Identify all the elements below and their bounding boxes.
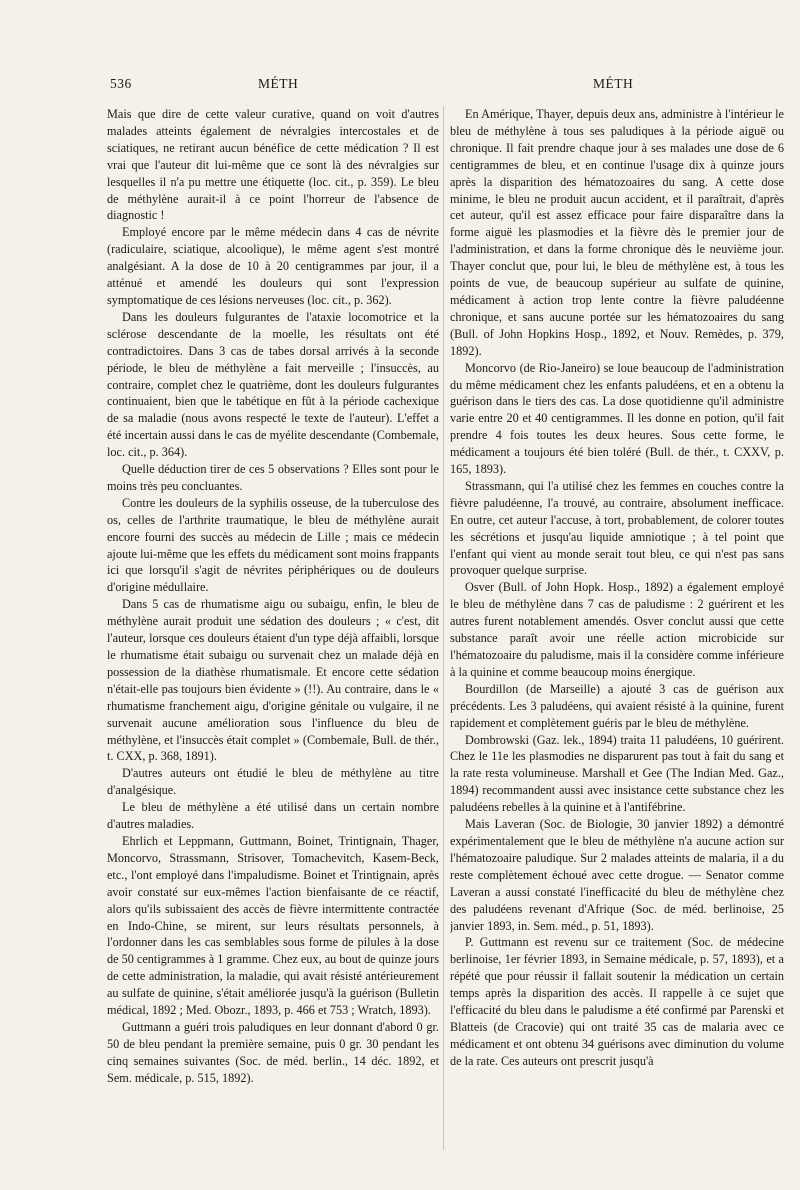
column-divider [443, 106, 444, 1150]
paragraph: Contre les douleurs de la syphilis osseuse, de la tuberculose des os, celles de l'arthrite traumatique, le bleu de méthylène aurait encore fourni des succès au médecin de Lille ; mais ce médecin ajoute lui-même que les effets du médicament sont moins frappants ici que lorsqu'il s'agit de névrites périphériques ou de douleurs d'origine médullaire. [107, 495, 439, 595]
paragraph: Mais que dire de cette valeur curative, quand on voit d'autres malades atteints également de névralgies intercostales et de sciatiques, ne retirant aucun bénéfice de cette médication ? Il est vrai que l'auteur dit lui-même que ce sont là des névralgies sur lesquelles il n'a pu mettre une étiquette (loc. cit., p. 359). Le bleu de méthylène aurait-il à ce point l'horreur de l'absence de diagnostic ! [107, 107, 439, 223]
paragraph: Strassmann, qui l'a utilisé chez les femmes en couches contre la fièvre paludéenne, l'a trouvé, au contraire, absolument inefficace. En outre, cet auteur l'accuse, à tort, probablement, de colorer toutes les sécrétions et jusqu'au liquide amniotique ; à tel point que l'enfant qui vient au monde serait tout bleu, ce qui n'est pas sans provoquer quelque surprise. [450, 478, 784, 578]
paragraph: Guttmann a guéri trois paludiques en leur donnant d'abord 0 gr. 50 de bleu pendant la première semaine, puis 0 gr. 30 pendant les cinq semaines suivantes (Soc. de méd. berlin., 14 déc. 1892, et Sem. médicale, p. 515, 1892). [107, 1019, 439, 1085]
paragraph: D'autres auteurs ont étudié le bleu de méthylène au titre d'analgésique. [107, 766, 439, 798]
page-number: 536 [110, 76, 132, 91]
paragraph: P. Guttmann est revenu sur ce traitement (Soc. de médecine berlinoise, 1er février 1893, in Semaine médicale, p. 57, 1893), et a répété que pour réussir il fallait soutenir la médication un certain temps après la disparition des accès. Il rappelle à ce sujet que l'efficacité du bleu dans le paludisme a été confirmé par Parenski et Blatteis (de Cracovie) qui ont traité 35 cas de malaria avec ce médicament et ont obtenu 34 guérisons avec diminution du volume de la rate. Ces auteurs ont prescrit jusqu'à [450, 935, 784, 1068]
running-title-right: MÉTH [593, 76, 634, 91]
paragraph: Quelle déduction tirer de ces 5 observations ? Elles sont pour le moins très peu concluantes. [107, 462, 439, 493]
left-column [107, 106, 439, 1152]
paragraph: Bourdillon (de Marseille) a ajouté 3 cas de guérison aux précédents. Les 3 paludéens, qui avaient résisté à la quinine, furent rapidement et complètement guéris par le bleu de méthylène. [450, 681, 784, 730]
right-column [450, 106, 784, 1152]
paragraph: En Amérique, Thayer, depuis deux ans, administre à l'intérieur le bleu de méthylène à tous ses paludiques à la période aiguë ou chronique. Il fait prendre chaque jour à ses malades une dose de 6 centigrammes de bleu, et en continue l'usage dix à quinze jours après la disparition des hématozoaires du sang. A cette dose minime, le bleu ne produit aucun accident, et il paraîtrait, d'après cet auteur, qu'il est assez efficace pour faire disparaître dans la forme aiguë les plasmodies et la fièvre dès le premier jour de l'administration, et dans la forme chronique dès le neuvième jour. Thayer conclut que, pour lui, le bleu de méthylène est, à tous les points de vue, de beaucoup supérieur au sulfate de quinine, médicament à action trop lente contre la fièvre paludéenne chronique, et sans aucune portée sur les hématozoaires du sang (Bull. of John Hopkins Hosp., 1892, et Nouv. Remèdes, p. 379, 1892). [450, 107, 784, 358]
paragraph: Mais Laveran (Soc. de Biologie, 30 janvier 1892) a démontré expérimentalement que le bleu de méthylène n'a aucune action sur l'hématozoaire paludique. Sur 2 malades atteints de malaria, il a du reste complètement échoué avec cette drogue. — Senator comme Laveran a aussi constaté l'inefficacité du bleu de méthylène chez des paludéens revenant d'Afrique (Soc. de méd. berlinoise, 25 janvier 1893, in. Sem. méd., p. 51, 1893). [450, 817, 784, 933]
running-title-left: MÉTH [258, 76, 299, 91]
page-header [0, 76, 800, 96]
paragraph: Ehrlich et Leppmann, Guttmann, Boinet, Trintignain, Thager, Moncorvo, Strassmann, Strisover, Tomachevitch, Kasem-Beck, etc., l'ont employé dans l'impaludisme. Boinet et Trintignain, après avoir constaté sur eux-mêmes l'action bienfaisante de ce réactif, alors qu'ils subissaient des accès de fièvre intermittente contractée en Indo-Chine, se mirent, sur leurs résultats personnels, à l'ordonner dans les cas semblables sous forme de pilules à la dose de 50 centigrammes à 1 gramme. Chez eux, au bout de quinze jours de cette administration, la maladie, qui avait résisté antérieurement au sulfate de quinine, s'était améliorée jusqu'à la guérison (Bulletin médical, 1892 ; Med. Obozr., 1893, p. 466 et 753 ; Wratch, 1893). [107, 833, 439, 1018]
paragraph: Dans 5 cas de rhumatisme aigu ou subaigu, enfin, le bleu de méthylène aurait produit une sédation des douleurs ; « c'est, dit l'auteur, lorsque ces douleurs étaient d'un type déjà affaibli, lorsque le rhumatisme était subaigu ou survenait chez un malade déjà en possession de la diathèse rhumatismale. Et encore cette sédation n'était-elle pas toujours bien évidente » (!!). Au contraire, dans le « rhumatisme franchement aigu, d'origine génitale ou vulgaire, il ne survenait aucune amélioration sous l'influence du bleu de méthylène, et l'insuccès était complet » (Combemale, Bull. de thér., t. CXX, p. 368, 1891). [107, 597, 439, 764]
paragraph: Employé encore par le même médecin dans 4 cas de névrite (radiculaire, sciatique, alcoolique), le même agent s'est montré analgésiant. A la dose de 10 à 20 centigrammes par jour, il a atténué et amendé les douleurs qui sont l'expression symptomatique de ces lésions nerveuses (loc. cit., p. 362). [107, 225, 439, 307]
paragraph: Le bleu de méthylène a été utilisé dans un certain nombre d'autres maladies. [107, 800, 439, 832]
paragraph: Dombrowski (Gaz. lek., 1894) traita 11 paludéens, 10 guérirent. Chez le 11e les plasmodies ne disparurent pas tout à fait du sang et la rate resta volumineuse. Marshall et Gee (The Indian Med. Gaz., 1894) recommandent aussi avec insistance cette substance chez les paludéens rebelles à la quinine et à l'antifébrine. [450, 732, 784, 815]
paragraph: Osver (Bull. of John Hopk. Hosp., 1892) a également employé le bleu de méthylène dans 7 cas de paludisme : 2 guérirent et les autres furent notablement amendés. Osver conclut aussi que cette substance paraît avoir une réelle action microbicide sur l'hématozoaire du paludisme, mais il la considère comme inférieure à la quinine et comme beaucoup moins énergique. [450, 580, 784, 679]
paragraph: Dans les douleurs fulgurantes de l'ataxie locomotrice et la sclérose descendante de la moelle, les résultats ont été contradictoires. Dans 3 cas de tabes dorsal arrivés à la seconde période, le bleu de méthylène a fait merveille ; l'insuccès, au contraire, complet chez le quatrième, dont les douleurs fulgurantes continuaient, bien que le tabétique en fût à la période cachexique de sa maladie (nous avons respecté le texte de l'auteur). L'effet a été incertain aussi dans le cas de myélite descendante (Combemale, loc. cit., p. 364). [107, 309, 439, 460]
paragraph: Moncorvo (de Rio-Janeiro) se loue beaucoup de l'administration du même médicament chez les enfants paludéens, et en a obtenu la guérison dans le tiers des cas. La dose quotidienne qu'il administre varie entre 20 et 40 centigrammes. Il les donne en potion, qu'il fait prendre 4 fois toutes les deux heures. Sous cette forme, le médicament a toujours été bien toléré (Bull. de thér., t. CXXV, p. 165, 1893). [450, 360, 784, 477]
